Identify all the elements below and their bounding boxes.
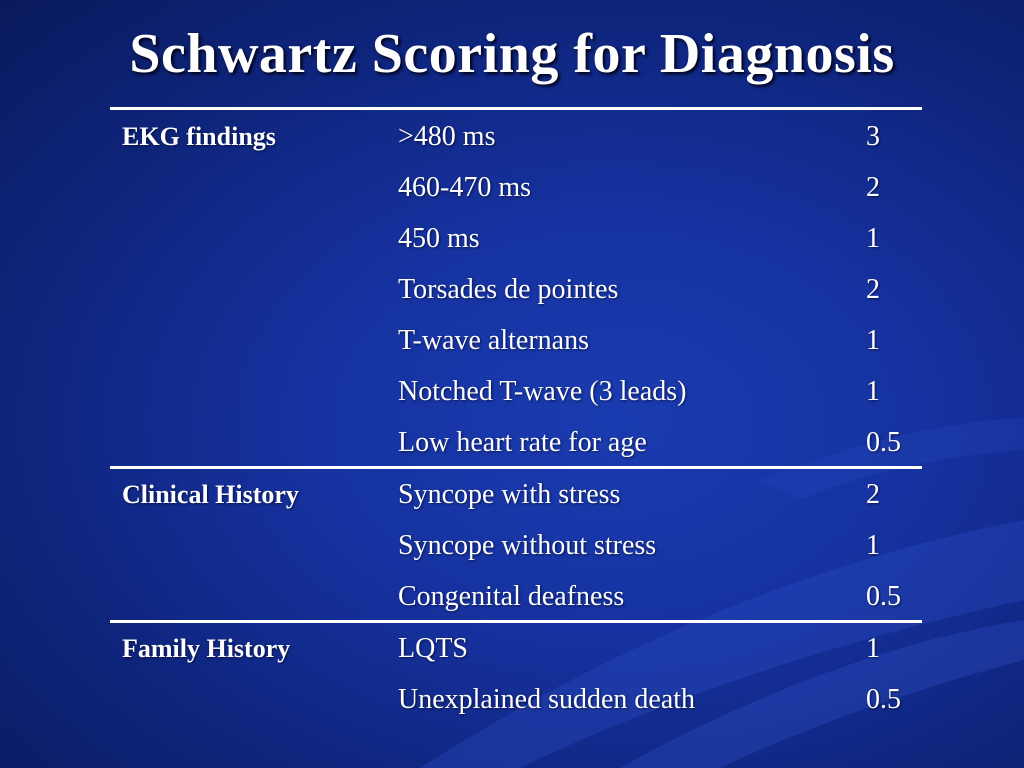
criterion-cell: Syncope with stress: [398, 479, 621, 510]
points-cell: 2: [866, 274, 880, 305]
criterion-cell: Notched T-wave (3 leads): [398, 376, 687, 407]
category-label-clinical-history: Clinical History: [122, 480, 299, 509]
category-label-ekg: EKG findings: [122, 122, 276, 151]
criterion-cell: Syncope without stress: [398, 530, 657, 561]
table-top-rule: [110, 107, 922, 110]
criterion-cell: T-wave alternans: [398, 325, 589, 356]
points-cell: 0.5: [866, 427, 901, 458]
points-cell: 1: [866, 325, 880, 356]
points-cell: 1: [866, 223, 880, 254]
category-label-family-history: Family History: [122, 634, 291, 663]
criterion-cell: Low heart rate for age: [398, 427, 647, 458]
points-cell: 1: [866, 376, 880, 407]
criterion-cell: 460-470 ms: [398, 172, 531, 203]
criterion-cell: Congenital deafness: [398, 581, 625, 612]
points-cell: 0.5: [866, 581, 901, 612]
criterion-cell: 450 ms: [398, 223, 480, 254]
points-cell: 2: [866, 172, 880, 203]
criterion-cell: >480 ms: [398, 121, 496, 152]
criterion-cell: Unexplained sudden death: [398, 684, 696, 715]
points-cell: 3: [866, 121, 880, 152]
slide-title: Schwartz Scoring for Diagnosis: [129, 23, 895, 85]
criterion-cell: LQTS: [398, 633, 468, 664]
section-divider-rule: [110, 620, 922, 623]
points-cell: 0.5: [866, 684, 901, 715]
section-divider-rule: [110, 466, 922, 469]
criterion-cell: Torsades de pointes: [398, 274, 619, 305]
points-cell: 2: [866, 479, 880, 510]
points-cell: 1: [866, 633, 880, 664]
points-cell: 1: [866, 530, 880, 561]
